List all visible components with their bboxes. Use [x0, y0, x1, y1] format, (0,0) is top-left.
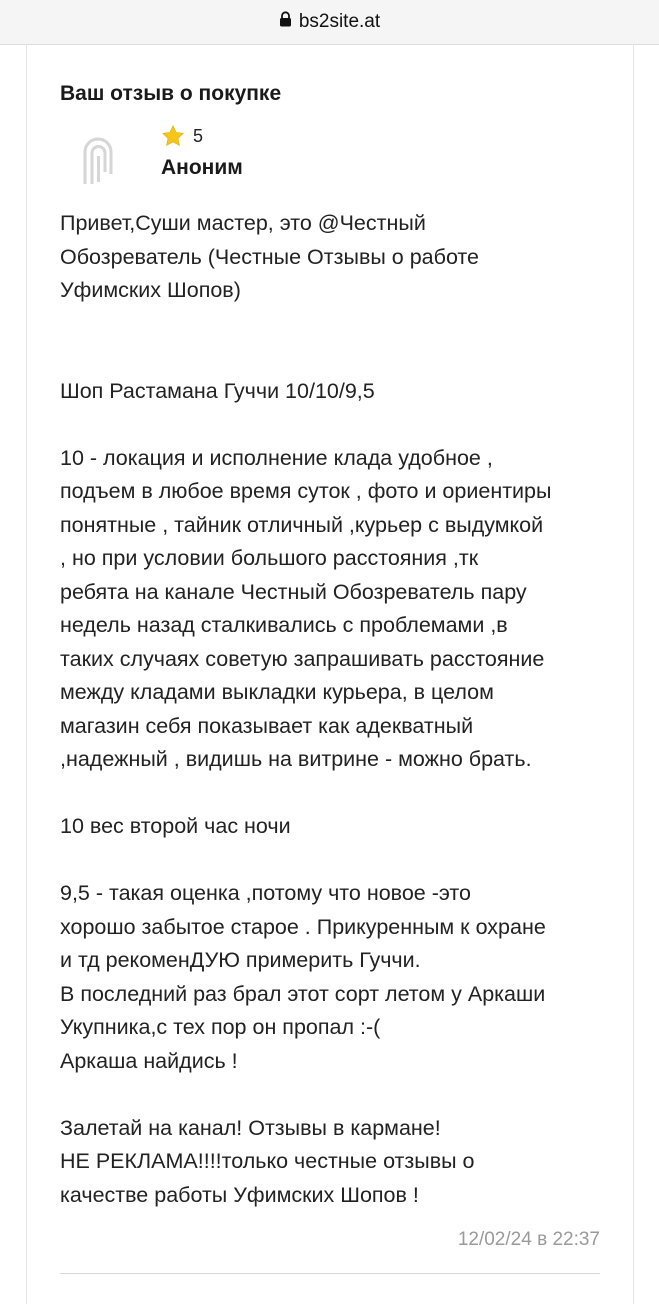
review-text-line: таких случаях советую запрашивать расстояние — [60, 646, 545, 671]
review-text-line: Аркаша найдись ! — [60, 1048, 238, 1073]
review-heading: Ваш отзыв о покупке — [60, 82, 282, 105]
review-text-line: Залетай на канал! Отзывы в кармане! — [60, 1115, 441, 1140]
review-text-line: хорошо забытое старое . Прикуренным к охране — [60, 914, 546, 939]
review-text-line: В последний раз брал этот сорт летом у Аркаши — [60, 981, 546, 1006]
review-text-line: , но при условии большого расстояния ,тк — [60, 546, 479, 570]
review-text-line: недель назад сталкивались с проблемами ,в — [60, 613, 508, 637]
review-text-line — [60, 1078, 620, 1112]
review-text-line: 9,5 - такая оценка ,потому что новое -это — [60, 881, 471, 905]
rating-value: 5 — [193, 125, 204, 146]
divider — [60, 1273, 600, 1274]
review-text-line — [60, 844, 620, 878]
review-text-line: НЕ РЕКЛАМА!!!!только честные отзывы о — [60, 1149, 475, 1173]
review-text-line: качестве работы Уфимских Шопов ! — [60, 1182, 419, 1207]
review-text-line: Укупника,с тех пор он пропал :-( — [60, 1015, 381, 1039]
review-date: 12/02/24 в 22:37 — [457, 1229, 600, 1250]
review-text-line: Шоп Растамана Гуччи 10/10/9,5 — [60, 378, 375, 403]
review-text-line: 10 вес второй час ночи — [60, 814, 291, 838]
review-text-line: Уфимских Шопов) — [60, 278, 241, 302]
review-text — [60, 207, 620, 1212]
review-text-line: понятные , тайник отличный ,курьер с выдумкой — [60, 512, 544, 537]
review-text-line — [60, 308, 620, 342]
review-text-line: ,надежный , видишь на витрине - можно брать. — [60, 747, 532, 771]
review-text-line: ребята на канале Честный Обозреватель пару — [60, 579, 527, 604]
brand-logo-icon — [78, 136, 118, 188]
review-text-line: Привет,Суши мастер, это @Честный — [60, 211, 426, 235]
review-text-line: между кладами выкладки курьера, в целом — [60, 680, 494, 704]
review-text-line — [60, 777, 620, 811]
url-text: bs2site.at — [298, 11, 381, 32]
review-text-line: Обозреватель (Честные Отзывы о работе — [60, 244, 479, 269]
rating — [161, 124, 203, 148]
review-text-line: и тд рекоменДУЮ примерить Гуччи. — [60, 948, 421, 972]
review-text-line — [60, 341, 620, 375]
review-text-line: магазин себя показывает как адекватный — [60, 713, 474, 738]
star-icon — [161, 124, 185, 148]
review-text-line: 10 - локация и исполнение клада удобное , — [60, 445, 493, 470]
review-text-line: подъем в любое время суток , фото и ориентиры — [60, 479, 552, 503]
review-text-line — [60, 408, 620, 442]
author-name: Аноним — [161, 156, 243, 179]
browser-address-bar[interactable] — [0, 0, 659, 45]
lock-icon — [279, 11, 292, 33]
